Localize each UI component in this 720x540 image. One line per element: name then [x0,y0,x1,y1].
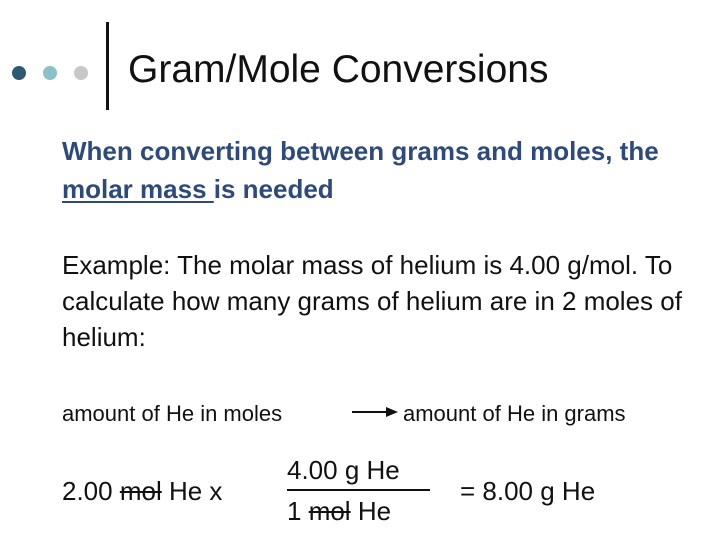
right-arrow-icon [352,404,398,420]
denominator-value: 1 [287,496,309,526]
intro-text-before: When converting between grams and moles, the [62,136,659,166]
example-text: Example: The molar mass of helium is 4.00 g/mol. To calculate how many grams of helium are in 2 moles of helium: [62,250,682,352]
title-divider [106,22,109,110]
given-unit-cancelled: mol [119,476,162,506]
given-quantity [62,476,222,507]
calculation-result: = 8.00 g He [460,476,596,506]
intro-underlined-term: molar mass [62,174,214,204]
intro-text [62,132,702,208]
intro-text-after: is needed [213,174,334,204]
bullet-dot-3-icon [74,66,88,80]
bullet-dot-1-icon [12,66,26,80]
denominator-tail: He [350,496,392,526]
fraction-denominator [287,496,391,527]
conversion-to: amount of He in grams [403,401,626,426]
given-value: 2.00 [62,476,120,506]
fraction-numerator: 4.00 g He [287,455,400,485]
slide-title: Gram/Mole Conversions [128,48,549,91]
given-tail: He x [161,476,223,506]
denominator-unit-cancelled: mol [308,496,351,526]
bullet-dot-2-icon [43,66,57,80]
fraction-bar [287,489,430,491]
conversion-from: amount of He in moles [62,401,283,426]
